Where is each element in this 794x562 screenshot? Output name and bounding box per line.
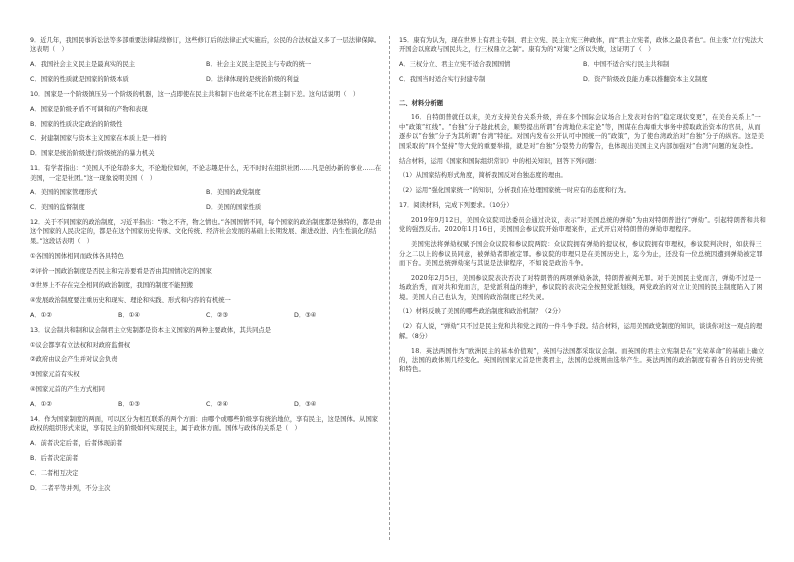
question-13-item-4: ④国家元首的产生方式相同 [30, 386, 105, 394]
question-15-options-row-2 [399, 75, 767, 84]
question-16-material: 16．自特朗普就任以来，美方支持美台关系升级，并在多个国际会议场合上发表对台的“稳定现状变更”，在美台关系上“一中”政策“红线”。“台独”分子趁此机会，顺势提出所谓“台湾地位未定论”等，图谋在台海重大事务中捞取政治资本的官员，从而逐步以“台独”分子为其所谓“台湾”特征。对国内发布公开认可中国统一的“政策”，为了使台湾政治对“台独”分子的纵容。这是美国采取的“四个坚持”等大党的重要举措，就是对“台独”分裂势力的警告，也体现出美国主义内部加强对“台湾”问题的复杂性。 [399, 114, 765, 150]
question-12-options [30, 311, 382, 320]
question-9-option-c: C．国家的性质就是国家的阶级本质 [30, 76, 129, 84]
question-13-option-d: D．③④ [294, 400, 317, 408]
question-16-subquestion-1: （1）从国家结构形式角度，简析我国反对台独态度的理由。 [399, 172, 567, 180]
question-12-stem: 12．关于不同国家的政治制度，习近平指出：“物之不齐，物之情也。”各国国情不同，每个国家的政治制度都是独特的，都是由这个国家的人民决定的，都是在这个国家历史传承、文化传统、经济社会发展的基础上长期发展、渐进改进、内生性演化的结果。”这段话表明（ ） [30, 218, 382, 245]
question-11-option-d: D．美国的国家性质 [206, 204, 262, 212]
question-14-option-d: D．二者平等并列，不分主次 [30, 484, 111, 492]
question-10-stem: 10．国家是一个阶级镇压另一个阶级的机器，这一点即使在民主共和制下也丝毫不比在君主制下差。这句话说明（ ） [30, 90, 360, 98]
question-12-item-4: ④发展政治制度要注重历史和现实、理论和实践、形式和内容的有机统一 [30, 297, 231, 305]
question-15-option-b: B．中国不适合实行民主共和制 [583, 61, 670, 69]
question-9-option-a: A．我国社会主义民主是最真实的民主 [30, 61, 136, 69]
question-12-option-b: B．①④ [118, 312, 140, 319]
question-13-options [30, 400, 382, 409]
question-15-option-c: C．我国当时适合实行封建专制 [399, 76, 486, 84]
question-12-item-3: ③世界上不存在完全相同的政治制度，我国的制度不能照搬 [30, 282, 194, 290]
question-17-material-3: 2020年2月5日，美国参议院表决否决了对特朗普的两项弹劾条款，特朗普被判无罪。对于美国民主党而言，弹劾不过是一场政治秀，而对共和党而言，是党派利益的维护，参议院的表决完全按照党派划线，两党政治的对立让美国的民主制度陷入了困境。美国人自己也认为，美国的政治制度已经失灵。 [399, 274, 763, 301]
question-11-option-b: B．美国的政党制度 [206, 189, 261, 197]
question-18-material: 18．英法两国作为“欧洲民主的基本价值观”，英国与法国都采取议会制。而英国的君主立宪制是在“光荣革命”的基础上确立的，法国的政体则几经变化。英国的国家元首是世袭君主，法国的总统则由选举产生。英法两国的政治制度有着各自的历史传统和特色。 [399, 347, 765, 374]
question-14-stem: 14．作为国家制度的两面，可以区分为相互联系的两个方面：由哪个或哪些阶级享有统治地位，享有民主，这是国体。从国家政权的组织形式来说，享有民主的阶级如何实现民主，属于政体方面。国体与政体的关系是（ ） [30, 415, 379, 433]
question-12-option-d: D．③④ [294, 312, 317, 319]
question-12-option-c: C．②③ [206, 312, 228, 319]
question-9-options-row-2 [30, 75, 382, 84]
question-15-option-a: A．三权分立、君主立宪不适合我国国情 [399, 61, 511, 69]
question-12-item-1: ①各国的国体相同而政体各具特色 [30, 252, 124, 260]
question-14-option-a: A．前者决定后者，后者体现前者 [30, 440, 123, 448]
question-13-item-2: ②政府由议会产生并对议会负责 [30, 356, 118, 364]
question-17-subquestion-1: （1）材料反映了美国的哪些政治制度和政治机制？（2分） [399, 308, 565, 316]
question-12-option-a: A．①② [30, 312, 52, 319]
left-column [30, 36, 382, 498]
question-17-material-1: 2019年9月12日，美国众议院司法委员会通过决议，表示“对美国总统的弹劾”为由对特朗普进行“弹劾”。引起特朗普和共和党的强烈反击。2020年1月16日，美国国会参议院开始审理案件，正式开启对特朗普的弹劾审理程序。 [399, 216, 766, 234]
question-10-option-a: A．国家是阶级矛盾不可调和的产物和表现 [30, 105, 148, 113]
question-15-options-row-1 [399, 60, 767, 69]
question-9-options-row-1 [30, 60, 382, 69]
column-divider [389, 36, 390, 540]
question-17-subquestion-2: （2）有人说，“弹劾”只不过是民主党和共和党之间的一件斗争手段。结合材料，运用美国政党制度的知识，谈谈你对这一观点的理解。（8分） [399, 323, 763, 340]
question-15-option-d: D．资产阶级改良能力难以推翻资本主义制度 [583, 76, 708, 84]
question-9-stem: 9．近几年，我国民事诉讼法等多部重要法律陆续修订，这些修订后的法律正式实施后，公民的合法权益又多了一层法律保障。这表明（ ） [30, 37, 381, 54]
question-13-option-a: A．①② [30, 400, 52, 408]
question-10-option-d: D．国家是统治阶级进行阶级统治的暴力机关 [30, 150, 155, 158]
question-11-options-row-2 [30, 203, 382, 212]
section-heading-material-analysis: 二、材料分析题 [399, 99, 444, 107]
question-16-instruction: 结合材料，运用《国家和国际组织常识》中的相关知识，回答下列问题： [399, 157, 601, 165]
question-9-option-b: B．社会主义民主是民主与专政的统一 [206, 61, 312, 69]
question-14-option-c: C．二者相互决定 [30, 469, 79, 477]
question-10-option-b: B．国家的性质决定政治的阶级性 [30, 120, 123, 128]
question-12-item-2: ②评价一国政治制度是否民主和完善要看是否由其国情决定的国家 [30, 267, 212, 275]
question-10-option-c: C．封建制国家与资本主义国家在本质上是一样的 [30, 135, 167, 143]
question-14-option-b: B．后者决定前者 [30, 454, 79, 462]
question-11-option-a: A．美国的国家管理形式 [30, 189, 98, 197]
question-13-item-1: ①议会都享有立法权和对政府监督权 [30, 341, 131, 349]
question-9-option-d: D．法律体现的是统治阶级的利益 [206, 76, 300, 84]
question-13-option-b: B．①③ [118, 400, 140, 408]
question-11-options-row-1 [30, 188, 382, 197]
right-column [399, 36, 767, 380]
question-16-subquestion-2: （2）运用“强化国家统一”的知识，分析我们在处理国家统一时应有的态度和行为。 [399, 187, 630, 195]
question-11-stem: 11．有学者指出：“美国人不论年龄多大，不论地位如何，不论志趣是什么，无不时时在组织社团……凡是创办新的事业……在美国，一定是社团。”这一现象说明美国（ ） [30, 165, 382, 182]
question-13-item-3: ③国家元首有实权 [30, 371, 80, 379]
question-17-heading: 17．阅读材料，完成下列要求。（10分） [399, 201, 513, 209]
question-11-option-c: C．美国的监督制度 [30, 204, 85, 212]
question-15-stem: 15．康有为认为，现在世界上有君主专制、君主立宪、民主立宪三种政体，而“君主立宪者，政体之最良者也”。但主张“立行宪法大开国会以庶政与国民共之，行三权鼎立之制”。康有为的“对策”之所以失败，这证明了（ ） [399, 37, 764, 54]
question-13-stem: 13．议会制共和制和议会制君主立宪制都是资本主义国家的两种主要政体，其共同点是 [30, 326, 271, 334]
question-17-material-2: 美国宪法将弹劾权赋予国会众议院和参议院两院：众议院拥有弹劾的提议权，参议院拥有审理权，参议院判决时，如获得三分之二以上的参议员同意，被弹劾者即被定罪。参议院的审理只是在美国历史上，迄今为止，还没有一位总统因遭到弹劾被定罪而下台。美国总统弹劾案与其说是法律程序，不如说是政治斗争。 [399, 241, 763, 267]
question-13-option-c: C．②④ [206, 400, 228, 408]
